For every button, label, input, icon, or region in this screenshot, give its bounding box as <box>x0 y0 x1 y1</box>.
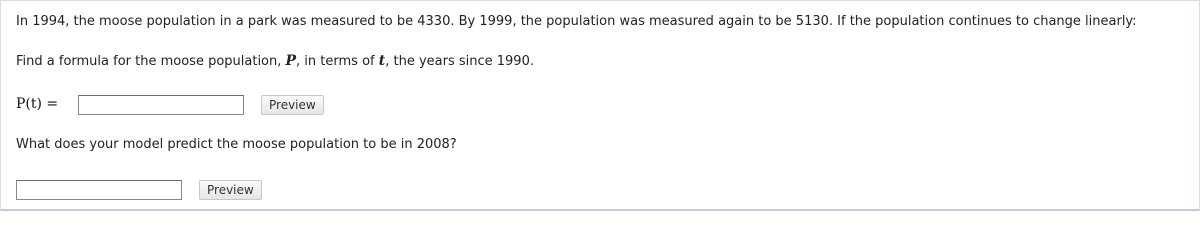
question-2-text: What does your model predict the moose population to be in 2008? <box>16 137 457 152</box>
preview-button-1[interactable]: Preview <box>261 95 324 115</box>
problem-intro-text: In 1994, the moose population in a park was measured to be 4330. By 1999, the population was measured again to be 5130. If the population continues to change linearly: <box>16 14 1137 29</box>
question-1-text-middle: , in terms of <box>296 54 379 69</box>
preview-button-2[interactable]: Preview <box>199 180 262 200</box>
variable-t: t <box>378 53 386 69</box>
formula-lhs-label: P(t) = <box>16 96 59 112</box>
prediction-answer-input[interactable] <box>16 180 182 200</box>
formula-answer-input[interactable] <box>78 95 244 115</box>
question-1-text-after: , the years since 1990. <box>385 54 534 69</box>
variable-p: P <box>285 53 297 69</box>
question-1-text <box>16 53 534 70</box>
question-1-text-before: Find a formula for the moose population, <box>16 54 286 69</box>
